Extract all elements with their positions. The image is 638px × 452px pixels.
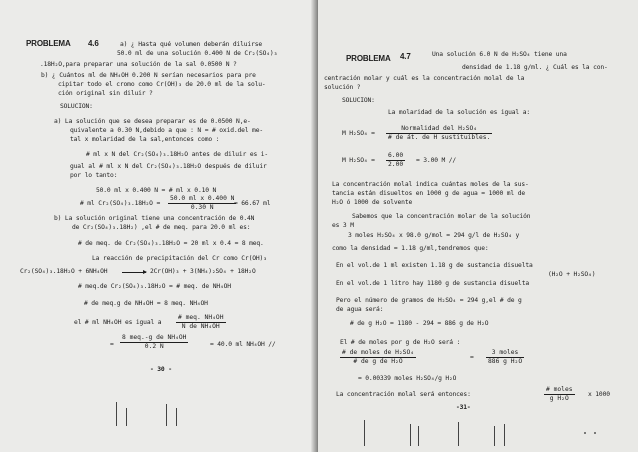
reaction-reactants: Cr₂(SO₄)₃.18H₂O + 6NH₄OH [20, 268, 108, 275]
fraction [176, 314, 226, 331]
fraction [340, 349, 416, 366]
equation-result: = 40.0 ml NH₄OH // [210, 341, 276, 348]
answer-line: La molaridad de la solución es igual a: [388, 109, 531, 116]
question-line: densidad de 1.18 g/ml. ¿ Cuál es la con- [462, 64, 608, 71]
answer-line: Pero el número de gramos de H₂SO₄ = 294 g,el # de g [336, 297, 522, 304]
equation-line: 3 moles H₂SO₄ x 98.0 g/mol = 294 g/l de H₂SO₄ y [348, 232, 520, 239]
answer-line: La concentración molal será entonces: [336, 391, 471, 398]
binding-mark [418, 426, 419, 446]
question-line: 50.0 ml de una solución 0.400 N de Cr₂(SO₄)₃ [117, 50, 278, 57]
binding-mark [494, 426, 495, 446]
fraction-denominator: 886 g H₂O [488, 358, 523, 365]
right-page [318, 0, 638, 452]
binding-mark [504, 424, 505, 446]
binding-mark [176, 408, 177, 426]
problem-number-right: 4.7 [400, 52, 411, 61]
fraction-numerator: 50.0 ml x 0.400 N [170, 195, 235, 202]
fraction [386, 125, 492, 142]
question-line: a) ¿ Hasta qué volumen deberán diluirse [120, 41, 263, 48]
answer-line: gual al # ml x N del Cr₂(SO₄)₃.18H₂O después de diluir [70, 163, 267, 170]
reaction-arrow [122, 272, 146, 273]
fraction [120, 334, 188, 351]
equation-line: # de meq.g de NH₄OH = 8 meq. NH₄OH [84, 300, 208, 307]
answer-line: tancia están disueltos en 1000 g de agua = 1000 ml de [332, 190, 525, 197]
question-line: Una solución 6.0 N de H₂SO₄ tiene una [432, 51, 567, 58]
binding-mark [126, 408, 127, 426]
answer-line: de Cr₂(SO₄)₃.18H₂) ,el # de meq. para 20.0 ml es: [72, 224, 251, 231]
fraction [168, 195, 236, 212]
equation-line: 50.0 ml x 0.400 N = # ml x 0.10 N [96, 187, 217, 194]
fraction [544, 386, 575, 403]
answer-line: de agua será: [336, 306, 384, 313]
fraction [486, 349, 524, 366]
fraction-numerator: # de moles de H₂SO₄ [342, 349, 415, 356]
answer-line: a) La solución que se desea preparar es de 0.0500 N,e- [54, 118, 251, 125]
fraction-denominator: # de át. de H sustituibles. [388, 134, 491, 141]
question-line: ción original sin diluir ? [58, 90, 153, 97]
fraction-numerator: 6.00 [388, 152, 404, 159]
answer-line: tal x molaridad de la sal,entonces como : [70, 136, 220, 143]
equation-result: x 1000 [588, 391, 610, 398]
answer-line: quivalente a 0.30 N,debido a que : N = # oxid.del me- [70, 127, 263, 134]
fraction-denominator: N de NH₄OH [181, 323, 220, 330]
problem-label-right: PROBLEMA [346, 54, 391, 63]
answer-line: es 3 M [332, 222, 354, 229]
answer-line: La concentración molal indica cuántas moles de la sus- [332, 181, 529, 188]
equation-label: M H₂SO₄ = [342, 157, 375, 164]
question-line: cipitar todo el cromo como Cr(OH)₃ de 20.0 ml de la solu- [58, 81, 266, 88]
solution-heading: SOLUCION: [342, 97, 375, 104]
equation-line: # de meq. de Cr₂(SO₄)₃.18H₂O = 20 ml x 0.4 = 8 meq. [78, 240, 264, 247]
binding-mark [364, 420, 365, 446]
fraction-numerator: Normalidad del H₂SO₄ [386, 125, 492, 134]
fraction-denominator: g H₂O [549, 395, 569, 402]
problem-number-left: 4.6 [88, 39, 99, 48]
page-number-left: - 30 - [150, 366, 172, 373]
equation-label: el # ml NH₄OH es igual a [74, 319, 162, 326]
equation-result: = 66.67 ml [234, 200, 271, 207]
binding-mark [166, 404, 167, 426]
answer-line: b) La solución original tiene una concentración de 0.4N [54, 215, 255, 222]
question-line: solución ? [324, 84, 361, 91]
answer-line: por lo tanto: [70, 172, 118, 179]
equals-sign: = [110, 341, 114, 348]
fraction-numerator: 3 moles [486, 349, 524, 358]
reaction-products: 2Cr(OH)₃ + 3(NH₄)₂SO₄ + 18H₂O [150, 268, 256, 275]
page-number-right: -31- [456, 404, 471, 411]
question-line: .18H₂O,para preparar una solución de la sal 0.0500 N ? [40, 61, 237, 68]
answer-line: como la densidad = 1.18 g/ml,tendremos que: [332, 245, 489, 252]
answer-line: # ml x N del Cr₂(SO₄)₃.18H₂O antes de diluir es i- [86, 151, 269, 158]
fraction-denominator: # de g de H₂O [353, 358, 403, 365]
equation-line: # de g H₂O = 1180 - 294 = 886 g de H₂O [350, 320, 489, 327]
answer-line: H₂O ó 1000 de solvente [332, 199, 413, 206]
answer-line: En el vol.de 1 ml existen 1.18 g de sustancia disuelta [336, 262, 533, 269]
fraction-denominator: 0.30 N [190, 204, 214, 211]
question-line: b) ¿ Cuántos ml de NH₄OH 0.200 N serían necesarios para pre [41, 72, 256, 79]
equation-line: = 0.00339 moles H₂SO₄/g H₂O [358, 375, 457, 382]
answer-line: El # de moles por g de H₂O será : [340, 339, 461, 346]
solution-heading: SOLUCION: [60, 103, 93, 110]
equation-result: = 3.00 M // [416, 157, 457, 164]
answer-line: La reacción de precipitación del Cr como Cr(OH)₃ [92, 255, 267, 262]
equation-label: M H₂SO₄ = [342, 130, 375, 137]
binding-dot [584, 432, 586, 434]
equals-sign: = [470, 354, 474, 361]
left-page [0, 0, 318, 452]
equation-line: # meq.de Cr₂(SO₄)₃.18H₂O = # meq. de NH₄OH [78, 283, 231, 290]
binding-mark [410, 424, 411, 446]
problem-label-left: PROBLEMA [26, 39, 71, 48]
fraction-numerator: # meq. NH₄OH [178, 314, 224, 321]
answer-line: (H₂O + H₂SO₄) [548, 271, 596, 278]
binding-dot [594, 432, 596, 434]
question-line: centración molar y cuál es la concentración molal de la [324, 75, 525, 82]
fraction [386, 152, 405, 169]
answer-line: En el vol.de 1 litro hay 1180 g de sustancia disuelta [336, 280, 529, 287]
fraction-numerator: 8 meq.-g de NH₄OH [122, 334, 187, 341]
binding-mark [458, 422, 459, 446]
equation-label: # ml Cr₂(SO₄)₃.18H₂O = [80, 200, 161, 207]
fraction-denominator: 0.2 N [144, 343, 164, 350]
fraction-denominator: 2.00 [388, 161, 404, 168]
answer-line: Sabemos que la concentración molar de la solución [352, 213, 531, 220]
fraction-numerator: # moles [546, 386, 573, 393]
binding-mark [116, 402, 117, 426]
